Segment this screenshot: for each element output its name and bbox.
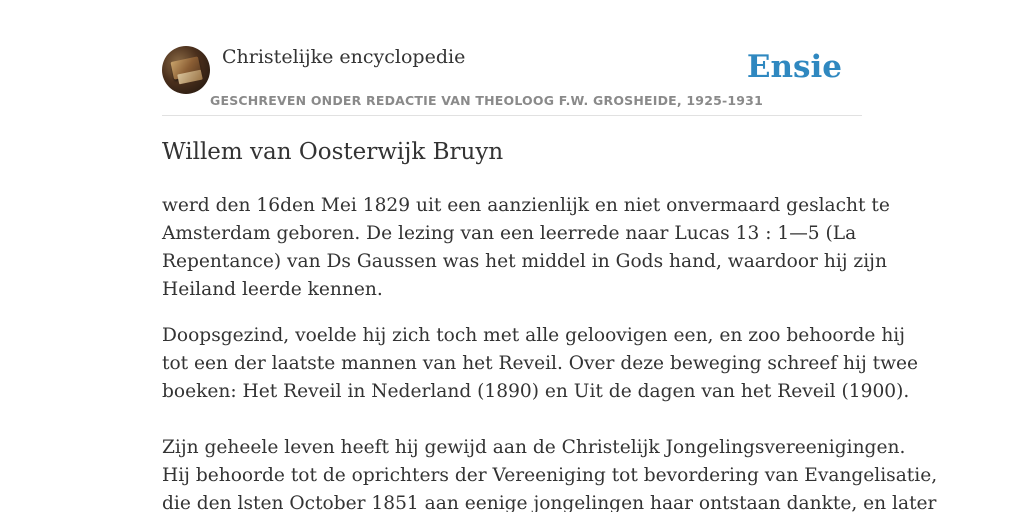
text-line: boeken: Het Reveil in Nederland (1890) en Uit de dagen van het Reveil (1900). [162,381,910,402]
line-break [162,406,867,434]
site-tagline: GESCHREVEN ONDER REDACTIE VAN THEOLOOG F.W. GROSHEIDE, 1925-1931 [210,93,763,108]
text-line: Doopsgezind, voelde hij zich toch met alle geloovigen een, en zoo behoorde hij [162,325,906,346]
text-line: Amsterdam geboren. De lezing van een leerrede naar Lucas 13 : 1—5 (La [162,223,857,244]
text-line: werd den 16den Mei 1829 uit een aanzienlijk en niet onvermaard geslacht te [162,195,890,216]
article-body [162,192,938,512]
text-line: Repentance) van Ds Gaussen was het middel in Gods hand, waardoor hij zijn [162,251,887,272]
site-header [162,46,862,116]
text-line: Hij behoorde tot de oprichters der Vereeniging tot bevordering van Evangelisatie, [162,465,938,486]
article-paragraph [162,192,890,304]
text-line: Zijn geheele leven heeft hij gewijd aan de Christelijk Jongelingsvereenigingen. [162,437,906,458]
article-title: Willem van Oosterwijk Bruyn [162,139,504,165]
header-divider [162,115,862,116]
site-logo[interactable] [162,46,210,94]
text-line: tot een der laatste mannen van het Reveil. Over deze beweging schreef hij twee [162,353,919,374]
text-line: Heiland leerde kennen. [162,279,383,300]
brand-logo-link[interactable]: Ensie [746,49,842,85]
site-name-link[interactable]: Christelijke encyclopedie [222,46,466,68]
article-paragraph [162,322,938,512]
text-line: die den lsten October 1851 aan eenige jongelingen haar ontstaan dankte, en later [162,493,937,512]
